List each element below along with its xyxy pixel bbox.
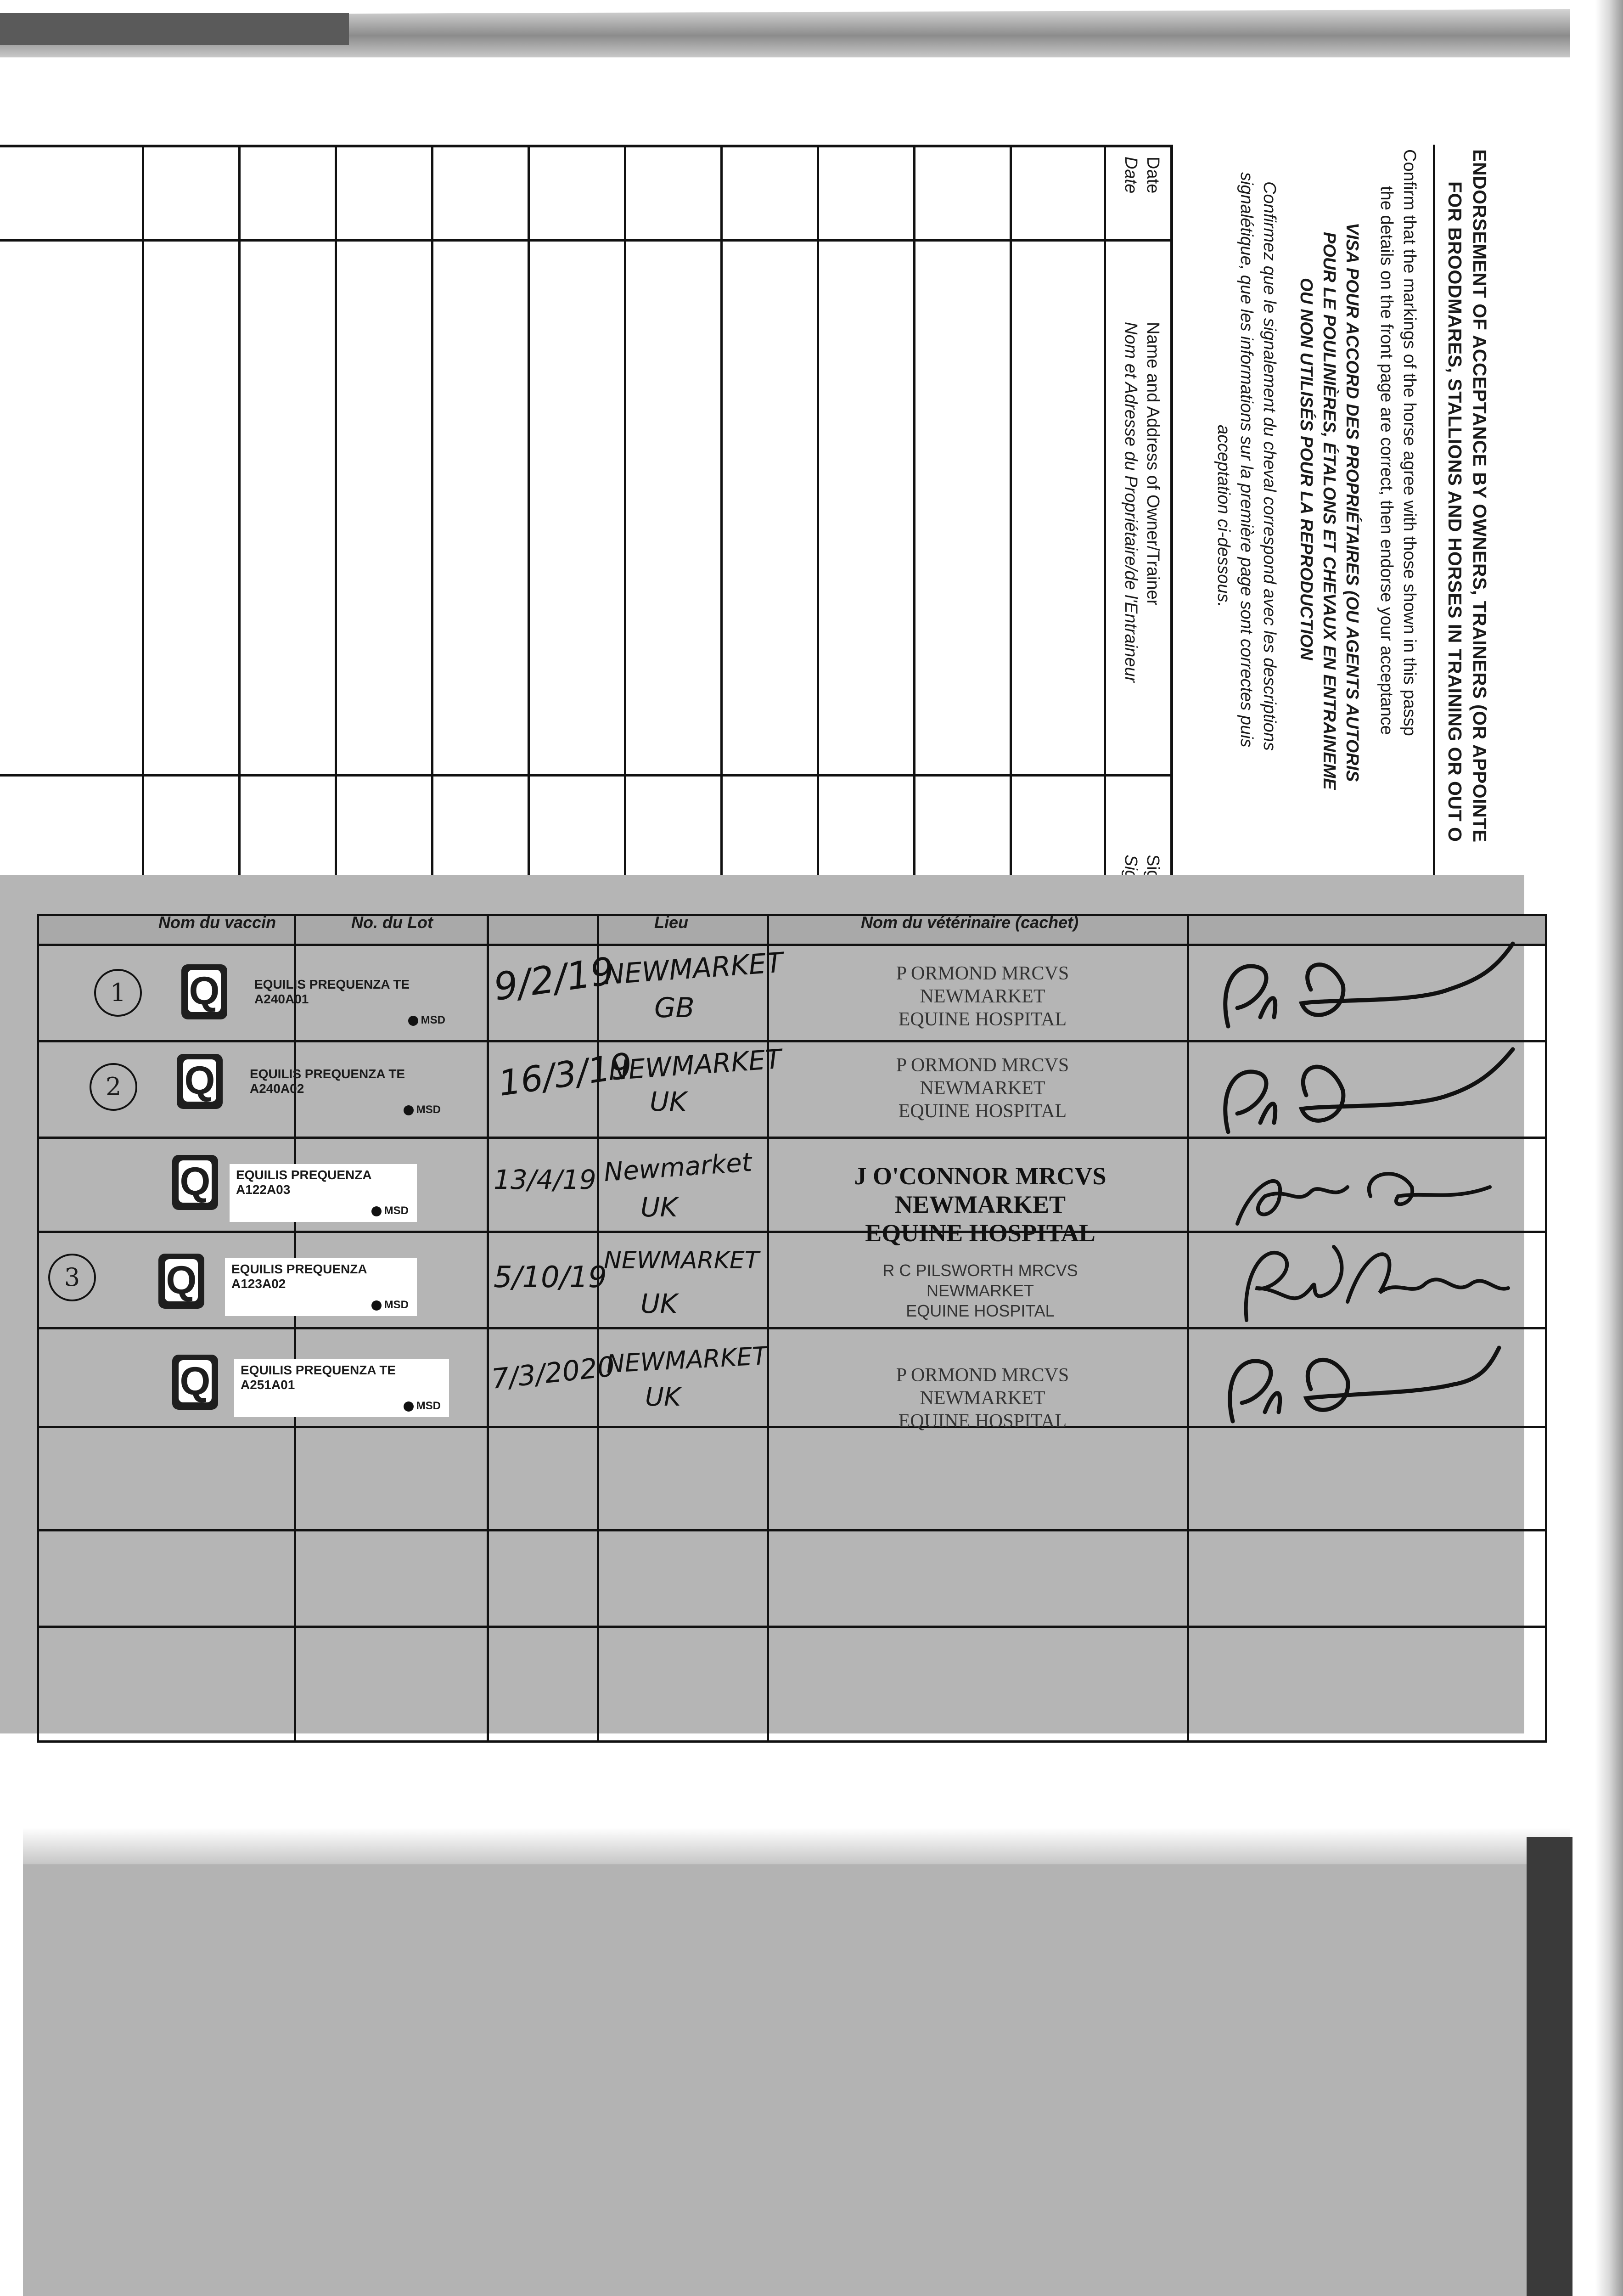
vaccine-name: EQUILIS PREQUENZA [236, 1168, 372, 1182]
lot-number: A122A03 [236, 1182, 291, 1197]
msd-logo-icon [371, 1206, 382, 1216]
visa-text [1295, 223, 1364, 790]
title-line-1: ENDORSEMENT OF ACCEPTANCE BY OWNERS, TRAINERS (OR APPOINTE [1469, 149, 1490, 843]
vet-practice: EQUINE HOSPITAL [898, 1009, 1067, 1030]
msd-brand-text: MSD [416, 1103, 441, 1116]
vet-town: NEWMARKET [927, 1281, 1034, 1300]
scan-bottom-gray [23, 1864, 1570, 2296]
place-line-2: UK [640, 1192, 678, 1223]
q-logo-icon: Q [172, 1155, 218, 1210]
vet-name: P ORMOND MRCVS [896, 1365, 1069, 1386]
header-lot: No. du Lot [351, 913, 433, 932]
vet-stamp [778, 1162, 1182, 1247]
place-line-2: UK [650, 1086, 687, 1117]
header-date-en: Date [1143, 157, 1162, 194]
confirmez-text [1212, 172, 1281, 751]
msd-brand-text: MSD [384, 1204, 409, 1217]
vet-signature [1196, 1219, 1563, 1329]
row-divider [39, 1626, 1545, 1628]
place-line-2: UK [645, 1382, 681, 1412]
vaccination-date: 16/3/19 [496, 1045, 635, 1104]
col-divider [0, 239, 1170, 242]
place-line-1: NEWMARKET [605, 1341, 768, 1379]
confirmez-line-1: Confirmez que le signalement du cheval correspond avec les descriptions [1260, 181, 1279, 751]
vet-town: NEWMARKET [920, 1078, 1045, 1099]
row-number-circle: 1 [94, 969, 142, 1017]
visa-line-1: VISA POUR ACCORD DES PROPRIÉTAIRES (OU AGENTS AUTORIS [1342, 223, 1362, 782]
vaccine-name: EQUILIS PREQUENZA TE [254, 977, 410, 991]
vet-name: P ORMOND MRCVS [896, 963, 1069, 984]
vaccination-date: 5/10/19 [494, 1261, 607, 1294]
row-number-circle: 3 [48, 1254, 96, 1301]
place-line-1: NEWMARKET [607, 1043, 783, 1087]
lot-number: A251A01 [241, 1378, 295, 1392]
vaccine-label [234, 1359, 449, 1417]
vet-practice: EQUINE HOSPITAL [898, 1101, 1067, 1122]
msd-logo-icon [404, 1401, 414, 1412]
lot-number: A123A02 [231, 1277, 286, 1291]
q-logo-icon: Q [177, 1054, 223, 1109]
col-divider [767, 916, 769, 1740]
vet-name: P ORMOND MRCVS [896, 1055, 1069, 1076]
vet-town: NEWMARKET [920, 1388, 1045, 1409]
vet-name: J O'CONNOR MRCVS [854, 1162, 1106, 1190]
q-logo-icon: Q [158, 1254, 204, 1309]
confirmez-line-3: acceptation ci-dessous. [1214, 425, 1233, 608]
msd-brand-text: MSD [421, 1014, 445, 1026]
vaccination-date: 9/2/19 [491, 949, 618, 1009]
confirm-text [1375, 149, 1421, 736]
vet-practice: EQUINE HOSPITAL [898, 1411, 1067, 1432]
msd-logo-icon [404, 1105, 414, 1115]
vaccine-label [248, 974, 454, 1031]
header-date-fr: Date [1121, 157, 1140, 194]
vaccine-label [243, 1063, 449, 1121]
q-logo-icon: Q [172, 1355, 218, 1410]
vaccine-label [230, 1164, 417, 1222]
row-divider [39, 1529, 1545, 1531]
vaccination-date: 13/4/19 [494, 1164, 596, 1195]
msd-brand-text: MSD [416, 1400, 441, 1412]
lot-number: A240A02 [250, 1081, 304, 1096]
header-vet: Nom du vétérinaire (cachet) [861, 913, 1079, 932]
col-divider [294, 916, 296, 1740]
header-place: Lieu [654, 913, 689, 932]
vet-signature [1191, 1045, 1559, 1146]
endorsement-title [1443, 149, 1492, 843]
msd-brand [404, 1399, 441, 1413]
header-name [1120, 322, 1164, 682]
msd-brand-text: MSD [384, 1299, 409, 1311]
msd-brand [371, 1298, 409, 1312]
vaccine-name: EQUILIS PREQUENZA TE [250, 1067, 405, 1081]
col-divider [0, 774, 1170, 777]
vet-practice: EQUINE HOSPITAL [865, 1219, 1095, 1247]
visa-line-3: OU NON UTILISÉS POUR LA REPRODUCTION [1297, 278, 1316, 660]
vaccine-name: EQUILIS PREQUENZA TE [241, 1363, 396, 1377]
vet-town: NEWMARKET [894, 1191, 1066, 1218]
place-line-2: UK [640, 1288, 678, 1319]
lot-number: A240A01 [254, 992, 309, 1006]
vet-name: R C PILSWORTH MRCVS [882, 1261, 1078, 1280]
place-line-1: NEWMARKET [604, 1247, 759, 1274]
vaccination-table [37, 914, 1547, 1743]
header-vaccine: Nom du vaccin [158, 913, 276, 932]
msd-brand [371, 1204, 409, 1218]
scan-bottom-edge [1527, 1837, 1572, 2296]
confirm-line-1: Confirm that the markings of the horse agree with those shown in this passp [1400, 149, 1419, 736]
col-divider [1187, 916, 1189, 1740]
vet-town: NEWMARKET [920, 986, 1045, 1007]
q-logo-icon: Q [181, 964, 227, 1019]
msd-brand [408, 1013, 445, 1028]
row-number-circle: 2 [90, 1063, 137, 1111]
header-name-en: Name and Address of Owner/Trainer [1143, 322, 1162, 606]
vet-stamp [781, 962, 1185, 1031]
scan-right-edge [1595, 0, 1623, 2296]
place-line-1: NEWMARKET [603, 946, 784, 991]
vaccine-name: EQUILIS PREQUENZA [231, 1262, 367, 1276]
header-date [1120, 157, 1164, 193]
col-divider [487, 916, 489, 1740]
vaccine-label [225, 1258, 417, 1316]
msd-logo-icon [371, 1300, 382, 1311]
confirmez-line-2: signalétique, que les informations sur la première page sont correctes puis [1237, 172, 1256, 748]
col-divider [597, 916, 599, 1740]
place-line-1: Newmarket [603, 1147, 753, 1188]
vet-practice: EQUINE HOSPITAL [906, 1301, 1055, 1320]
confirm-line-2: the details on the front page are correct, then endorse your acceptance [1377, 186, 1396, 735]
vet-stamp [781, 1364, 1185, 1433]
vet-signature [1191, 934, 1559, 1045]
place-line-2: GB [654, 992, 695, 1024]
msd-brand [404, 1103, 441, 1117]
title-line-2: FOR BROODMARES, STALLIONS AND HORSES IN TRAINING OR OUT O [1444, 181, 1466, 842]
header-name-fr: Nom et Adresse du Propriétaire/de l'Entraineur [1121, 322, 1140, 683]
scan-top-dark-strip [0, 13, 349, 45]
vaccination-date: 7/3/2020 [490, 1351, 617, 1396]
vet-signature [1196, 1329, 1563, 1430]
visa-line-2: POUR LE POULINIÈRES, ÉTALONS ET CHEVAUX EN ENTRAINEME [1320, 232, 1339, 790]
vet-stamp [778, 1261, 1182, 1321]
msd-logo-icon [408, 1016, 418, 1026]
vet-stamp [781, 1054, 1185, 1123]
